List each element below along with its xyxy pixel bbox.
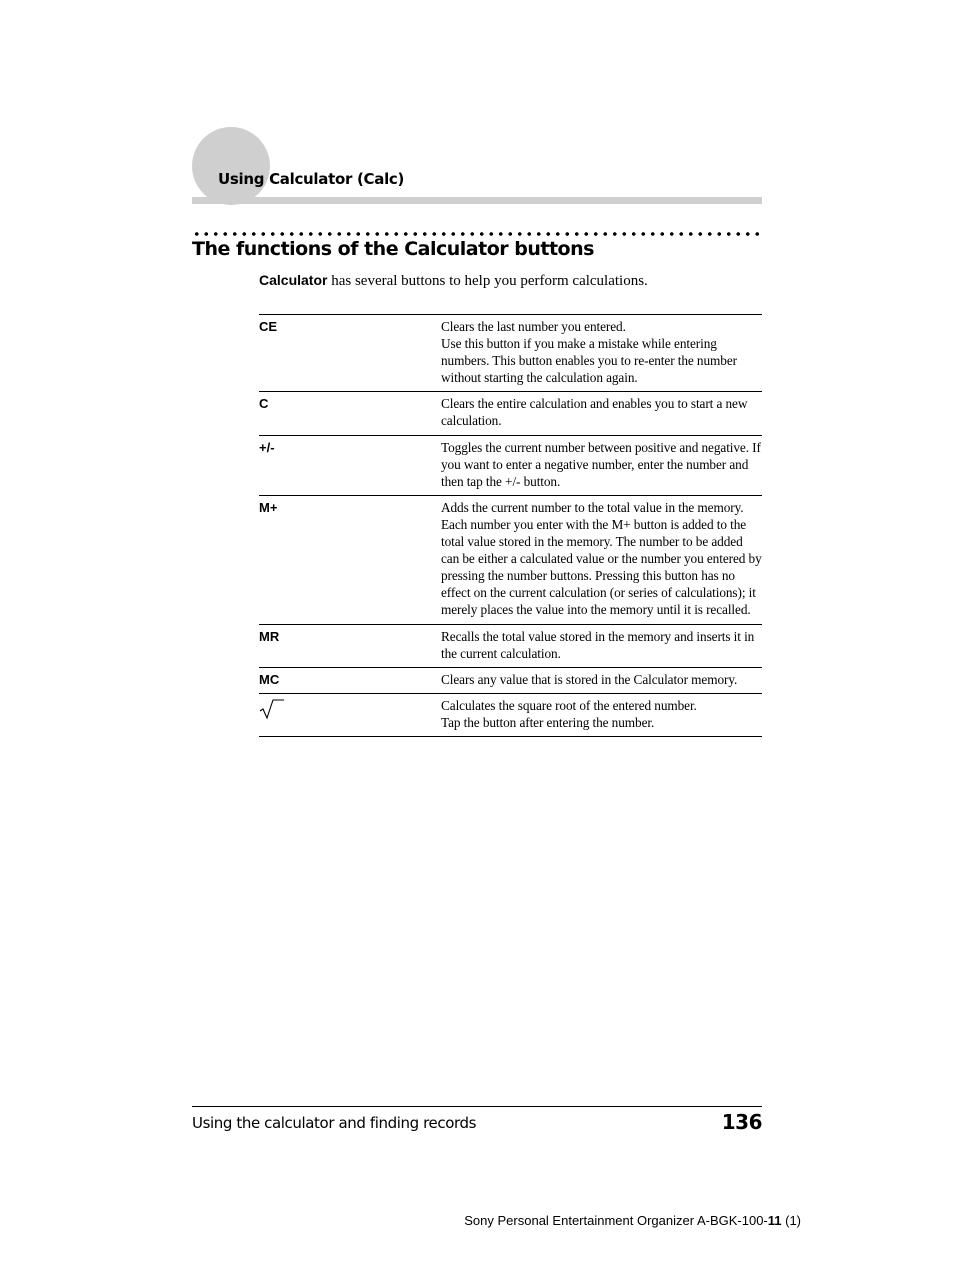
- imprint-prefix: Sony Personal Entertainment Organizer A-BGK-100-: [464, 1213, 768, 1228]
- button-description: Clears any value that is stored in the Calculator memory.: [441, 667, 762, 693]
- button-name: +/-: [259, 435, 441, 495]
- button-description: Recalls the total value stored in the memory and inserts it in the current calculation.: [441, 624, 762, 667]
- chapter-title: Using the calculator and finding records: [192, 1114, 477, 1132]
- square-root-icon: [259, 698, 285, 720]
- button-description: Calculates the square root of the entered number. Tap the button after entering the number.: [441, 693, 762, 736]
- section-title: Using Calculator (Calc): [218, 170, 405, 188]
- button-description: Clears the last number you entered. Use this button if you make a mistake while entering numbers. This button enables you to re-enter the number without starting the calculation again.: [441, 315, 762, 392]
- table-row: [259, 624, 762, 667]
- button-name: CE: [259, 315, 441, 392]
- intro-term: Calculator: [259, 272, 328, 288]
- table-row: [259, 435, 762, 495]
- button-name: M+: [259, 495, 441, 624]
- imprint-suffix: (1): [781, 1213, 801, 1228]
- table-row: [259, 495, 762, 624]
- header-circle-decoration: [192, 127, 270, 205]
- button-description: Adds the current number to the total value in the memory. Each number you enter with the M+ button is added to the total value stored in the memory. The number to be added can be either a calculated value or the number you entered by pressing the number buttons. Pressing this button has no effect on the current calculation (or series of calculations); it merely places the value into the memory until it is recalled.: [441, 495, 762, 624]
- button-name: [259, 693, 441, 736]
- header-bar: [192, 197, 762, 204]
- calculator-buttons-table: [259, 314, 762, 737]
- table-row: [259, 667, 762, 693]
- button-name: MC: [259, 667, 441, 693]
- imprint: [464, 1213, 801, 1228]
- table-row: [259, 693, 762, 736]
- footer-rule: [192, 1106, 762, 1107]
- intro-text: has several buttons to help you perform calculations.: [327, 273, 648, 289]
- dotted-divider: [192, 231, 762, 237]
- page-number: 136: [721, 1110, 762, 1134]
- button-description: Clears the entire calculation and enables you to start a new calculation.: [441, 392, 762, 435]
- button-name: MR: [259, 624, 441, 667]
- table-row: [259, 392, 762, 435]
- intro-paragraph: [259, 272, 648, 290]
- page-heading: The functions of the Calculator buttons: [192, 238, 594, 260]
- imprint-bold: 11: [767, 1213, 782, 1228]
- table-row: [259, 315, 762, 392]
- button-description: Toggles the current number between positive and negative. If you want to enter a negative number, enter the number and then tap the +/- button.: [441, 435, 762, 495]
- button-name: C: [259, 392, 441, 435]
